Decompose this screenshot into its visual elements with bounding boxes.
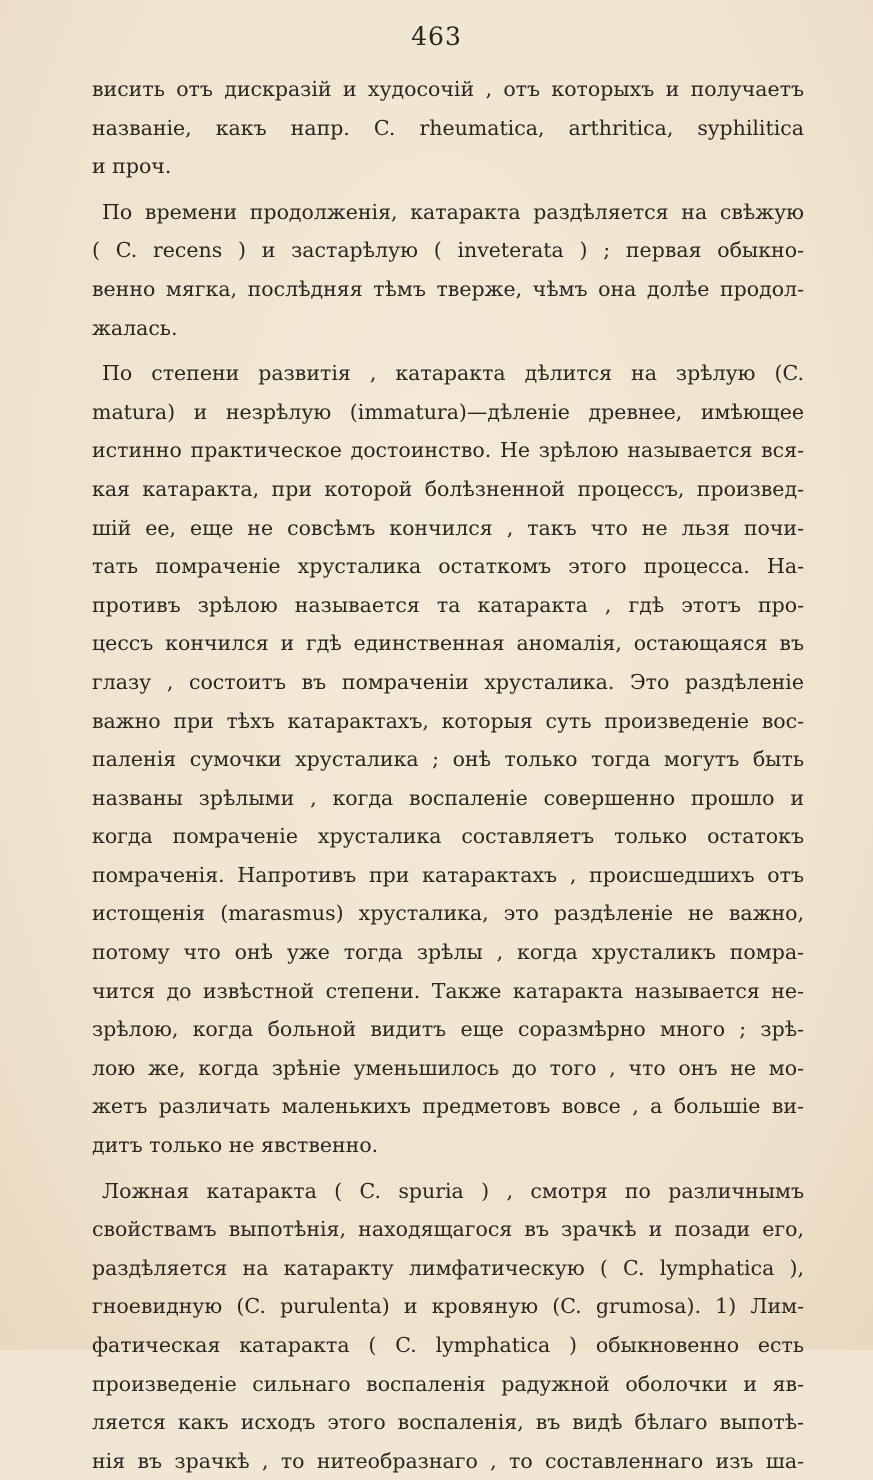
text-line: цессъ кончился и гдѣ единственная аномалія, остающаяся въ: [92, 631, 804, 656]
text-line: когда помраченіе хрусталика составляетъ только остатокъ: [92, 824, 804, 849]
text-line: венно мягка, послѣдняя тѣмъ тверже, чѣмъ она долѣе продол-: [92, 276, 804, 301]
text-line: свойствамъ выпотѣнія, находящагося въ зрачкѣ и позади его,: [92, 1217, 804, 1242]
text-line: и проч.: [92, 154, 172, 179]
text-line: истощенія (marasmus) хрусталика, это раздѣленіе не важно,: [92, 901, 804, 926]
text-line: чится до извѣстной степени. Также катаракта называется не-: [92, 978, 804, 1003]
paragraph: [92, 70, 804, 186]
text-line: ( C. recens ) и застарѣлую ( inveterata ) ; первая обыкно-: [92, 238, 804, 263]
text-line: противъ зрѣлою называется та катаракта , гдѣ этотъ про-: [92, 592, 804, 617]
text-line: жалась.: [92, 315, 178, 340]
paragraph: [92, 193, 804, 347]
text-line: Ложная катаракта ( C. spuria ) , смотря по различнымъ: [102, 1178, 804, 1203]
text-line: глазу , состоитъ въ помраченіи хрусталика. Это раздѣленіе: [92, 669, 804, 694]
text-line: паленія сумочки хрусталика ; онѣ только тогда могутъ быть: [92, 747, 804, 772]
text-line: нія въ зрачкѣ , то нитеобразнаго , то составленнаго изъ ша-: [92, 1448, 804, 1473]
page-number: 463: [411, 22, 462, 51]
paragraph: [92, 354, 804, 1164]
text-line: раздѣляется на катаракту лимфатическую ( C. lymphatica ),: [92, 1255, 804, 1280]
text-line: потому что онѣ уже тогда зрѣлы , когда хрусталикъ помра-: [92, 940, 804, 965]
text-line: дитъ только не явственно.: [92, 1133, 379, 1158]
body-text: [92, 70, 804, 1480]
text-line: названы зрѣлыми , когда воспаленіе совершенно прошло и: [92, 785, 804, 810]
text-line: жетъ различать маленькихъ предметовъ вовсе , а большіе ви-: [92, 1094, 804, 1119]
text-line: произведеніе сильнаго воспаленія радужной оболочки и яв-: [92, 1371, 804, 1396]
paragraph: [92, 1172, 804, 1480]
text-line: По степени развитія , катаракта дѣлится на зрѣлую (C.: [102, 361, 804, 386]
text-line: зрѣлою, когда больной видитъ еще соразмѣрно много ; зрѣ-: [92, 1017, 804, 1042]
text-line: matura) и незрѣлую (immatura)—дѣленіе древнее, имѣющее: [92, 399, 804, 424]
text-line: лою же, когда зрѣніе уменьшилось до того , что онъ не мо-: [92, 1055, 804, 1080]
text-line: ляется какъ исходъ этого воспаленія, въ видѣ бѣлаго выпотѣ-: [92, 1410, 804, 1435]
text-line: кая катаракта, при которой болѣзненной процессъ, произвед-: [92, 476, 804, 501]
text-line: важно при тѣхъ катарактахъ, которыя суть произведеніе вос-: [92, 708, 804, 733]
text-line: гноевидную (C. purulenta) и кровяную (C. grumosa). 1) Лим-: [92, 1294, 804, 1319]
text-line: фатическая катаракта ( C. lymphatica ) обыкновенно есть: [92, 1333, 804, 1357]
text-line: названіе, какъ напр. C. rheumatica, arthritica, syphilitica: [92, 115, 804, 140]
text-line: По времени продолженія, катаракта раздѣляется на свѣжую: [102, 199, 804, 224]
text-line: висить отъ дискразій и худосочій , отъ которыхъ и получаетъ: [92, 77, 804, 101]
text-line: шій ее, еще не совсѣмъ кончился , такъ что не льзя почи-: [92, 515, 804, 540]
text-line: истинно практическое достоинство. Не зрѣлою называется вся-: [92, 438, 804, 463]
text-line: тать помраченіе хрусталика остаткомъ этого процесса. На-: [92, 554, 804, 579]
text-line: помраченія. Напротивъ при катарактахъ , происшедшихъ отъ: [92, 862, 804, 887]
